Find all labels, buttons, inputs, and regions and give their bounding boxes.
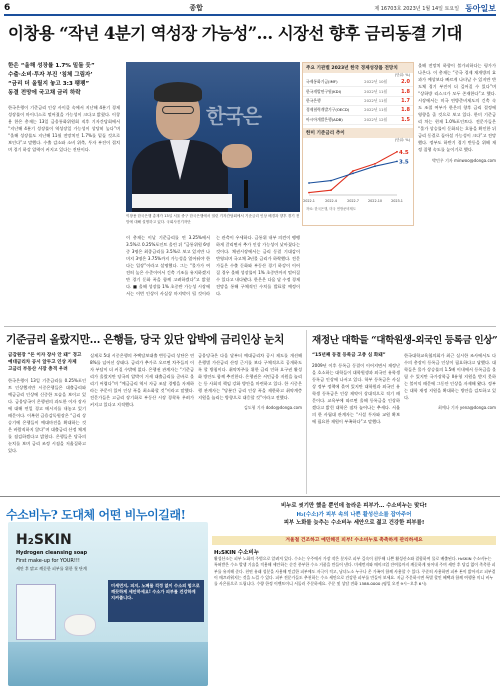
data-point: [330, 189, 332, 191]
series-line-1: [309, 161, 397, 183]
section-label: 종합: [189, 4, 203, 12]
chart-title: 한미 기준금리 추이: [303, 128, 413, 138]
ad-title-line-2: H₂(수소)가 피부 속의 나쁜 활성산소를 잡아주어: [296, 511, 412, 518]
data-point: [396, 151, 398, 153]
lead-subhead-1: 한은 “올해 성장률 1.7% 밑돌 듯”: [8, 63, 95, 69]
governor-photo: 한국은: [126, 62, 300, 212]
growth-value: 1.7: [395, 96, 413, 105]
sec2-lead: [8, 352, 86, 492]
data-point: [308, 182, 310, 184]
growth-value: 2.0: [395, 78, 413, 87]
growth-date: 2022년 12월: [361, 115, 395, 124]
growth-table-row: [303, 87, 413, 96]
x-tick-label: 2023.1: [391, 198, 403, 203]
chart-source: 자료: 한국은행, 미국 연방준비제도: [306, 206, 356, 211]
growth-org: 한국개발연구원(KDI): [303, 87, 361, 96]
ad-divider: [0, 496, 500, 497]
growth-table-title: 주요 기관별 2023년 한국 경제성장률 전망치: [303, 63, 413, 73]
growth-value: 1.5: [395, 115, 413, 124]
body-column-2: [126, 234, 300, 324]
lead-subhead-4: 동결 전망에 국고채 금리 하락: [8, 90, 81, 96]
ad-product-image: [8, 522, 208, 686]
growth-org: 한국은행: [303, 96, 361, 105]
sec3-byline: 최예나 기자 yena@donga.com: [437, 405, 496, 410]
x-tick-label: 2022.4: [325, 198, 337, 203]
data-point: [352, 172, 354, 174]
sec2-subhead-2: 예대금리차 공시 앞두고 인상 자제: [8, 360, 77, 365]
growth-value: 1.8: [395, 106, 413, 115]
growth-org: 경제협력개발기구(OECD): [303, 106, 361, 115]
x-tick-label: 2022.7: [347, 198, 359, 203]
body-column-2-text: 이 총재는 이날 기준금리를 연 3.25%에서 3.5%로 0.25%포인트 올린 뒤 “금통위원 6명 중 3명은 최종금리를 3.5%로 보고 있지만 나머지 3명은 3.75%까지 가능성을 열어둬야 한다는 입장”이라고 설명했다. 그는 “물가가 여전히 높은 수준이어서 긴축 기조를 유지하겠지만 경기 둔화 폭을 함께 고려하겠다”고 밝혔다. ■ 올해 성장률 1% 초중반 가능성 시장에서는 이번 인상이 사실상 마지막이 될 것이라는 관측이 우세하다. 금통위 내부 의견이 팽팽하게 갈리면서 추가 인상 가능성이 낮아졌다는 것이다. 채권시장에서는 금리 동결 기대감이 반영되며 국고채 3년물 금리가 하락했다. 전문가들은 수출 둔화와 부동산 경기 하강이 이어질 경우 올해 성장률이 1% 초중반까지 떨어질 수 있다고 내다봤다. 한은은 다음 달 수정 경제전망을 통해 구체적인 수치를 발표할 예정이다.: [126, 235, 300, 296]
ad-overlay-text: 미세먼지, 피지, 노폐물 걱정 없이 수소의 힘으로 깨끗하게 세안하세요! 수소가 피부를 건강하게 지켜줍니다.: [108, 580, 204, 622]
lead-subhead-2: 수출·소비·투자 부진 ‘침체 그림자’: [8, 72, 93, 78]
growth-date: 2022년 11월: [361, 106, 395, 115]
sec3-body-b: 한국대학교육협의회가 최근 실시한 조사에서도 다수의 총장이 등록금 인상이 필요하다고 답했다. 대학들은 물가 상승률의 1.5배 이내에서 등록금을 올릴 수 있지만 국가장학금 II유형 지원을 받지 못하는 불이익 때문에 그동안 인상을 자제해 왔다. 정부는 대학 재정 지원을 확대하는 방안을 검토하고 있다.: [404, 353, 496, 400]
data-point: [308, 192, 310, 194]
water-background: [8, 642, 208, 686]
x-tick-label: 2022.10: [367, 198, 383, 203]
ad-body-text: 활성산소는 피부 노화의 주범으로 알려져 있다. 수소는 우주에서 가장 작은 분자로 피부 깊숙이 침투해 나쁜 활성산소와 결합하여 물로 배출된다. H₂SKIN 수소비누는 특허받은 수소 발생 기술을 적용해 세안하는 순간 풍부한 수소 거품을 만들어 낸다. 미세먼지와 메이크업 잔여물까지 깨끗하게 씻어내 주며 세안 후 당김 없이 촉촉한 피부를 유지해 준다. 천연 유래 성분을 사용해 민감한 피부에도 자극이 적고, 남녀노소 누구나 온 가족이 함께 사용할 수 있다. 꾸준히 사용하면 피부 톤이 밝아지고 피부결이 매끄러워지는 것을 느낄 수 있다. 피부 전문가들도 추천하는 수소 세안으로 건강한 피부를 만들어 보세요. 지금 주문하시면 특별 할인 혜택과 함께 여행용 미니 비누를 사은품으로 드립니다. 수량 한정 이벤트이니 서둘러 주문하세요. 주문 및 상담 전화 1588-0000 (평일 오전 9시~오후 6시): [214, 556, 496, 587]
newspaper-brand: 동아일보: [465, 2, 496, 13]
growth-table: [303, 78, 413, 125]
growth-date: 2022년 11월: [361, 87, 395, 96]
lead-subhead-3: “금리 더 올릴지 놓고 3:3 팽팽”: [8, 81, 90, 87]
ad-logo-subtitle: Hydrogen cleansing soap: [16, 550, 88, 556]
x-tick-label: 2022.1: [303, 198, 315, 203]
sec2-byline: 김도형 기자 dodo@donga.com: [243, 405, 302, 410]
sec2-headline: 기준금리 올랐지만… 은행들, 당국 있단 압박에 금리인상 눈치: [6, 333, 284, 346]
sec2-body-b: 실제로 5대 시중은행의 주택담보대출 변동금리 상단은 연 8%를 넘어선 상태다. 금리가 추가로 오르면 차주들의 이자 부담이 더 커질 수밖에 없다. 은행권 관계자는 “기준금리가 올랐지만 당국의 압박이 거세 대출금리를 곧바로 올리기 어렵다”며 “예금금리 역시 자금 조달 경쟁을 자제하라는 주문이 있어 인상 폭을 최소화할 것”이라고 말했다. 전문가들은 고금리 장기화로 부동산 시장 경착륙 우려가 커지고 있다고 지적했다.: [90, 353, 194, 407]
sec3-headline: 재정난 대학들 “대학원생-외국인 등록금 인상”: [312, 335, 498, 346]
ad-title-line-1: 비누로 씻기만 했을 뿐인데 놀라운 피부가… 수소비누는 맞다!: [281, 503, 427, 509]
sec2-col-b: [90, 352, 194, 492]
soap-box: [16, 584, 56, 640]
right-byline: 박민우 기자 minwoo@donga.com: [432, 158, 496, 163]
growth-table-row: [303, 96, 413, 105]
end-value-label: 3.5: [399, 159, 409, 166]
data-point: [330, 180, 332, 182]
ad-logo-text: H₂SKIN: [16, 532, 72, 548]
masthead: [4, 2, 496, 16]
sec3-body-a: 2009년 이후 등록금 동결이 이어지면서 재정난을 호소하는 대학들이 대학원생과 외국인 유학생 등록금 인상에 나서고 있다. 학부 등록금은 사실상 정부 정책에 묶여 있지만 대학원과 외국인 유학생 등록금은 인상 제약이 상대적으로 적기 때문이다. 교육부에 따르면 올해 등록금을 인상하겠다고 밝힌 대학은 점차 늘어나는 추세다. 서울의 한 사립대 관계자는 “시설 투자와 교원 확보에 필요한 재원이 부족하다”고 말했다.: [312, 363, 400, 424]
ad-logo: [16, 532, 72, 548]
growth-org: 국제통화기금(IMF): [303, 78, 361, 87]
data-point: [352, 170, 354, 172]
growth-table-row: [303, 115, 413, 124]
data-point: [396, 160, 398, 162]
ad-title-line-3: 피부 노화를 늦추는 수소비누 세안으로 젊고 건강한 피부를!: [283, 520, 425, 526]
soap-bar: [64, 614, 96, 636]
sec2-subhead-3: 고금리 부동산 시장 충격 우려: [8, 367, 68, 372]
growth-org: 아시아개발은행(ADB): [303, 115, 361, 124]
growth-forecast-graphic: [302, 62, 414, 226]
page-number: 6: [4, 3, 11, 13]
main-headline: 이창용 “작년 4분기 역성장 가능성”… 시장선 향후 금리동결 기대: [8, 24, 462, 43]
lead-body: 한국은행이 기준금리 인상 사이클 속에서 지난해 4분기 경제성장률이 마이너스로 떨어졌을 가능성이 크다고 밝혔다. 이창용 한은 총재는 13일 금융통화위원회 직후 기자간담회에서 “지난해 4분기 성장률이 역성장일 가능성이 상당히 높다”며 “올해 성장률도 지난해 11월 전망치인 1.7%를 밑돌 것으로 보인다”고 말했다. 수출 감소와 소비 위축, 투자 부진이 겹치며 경기 하강 압력이 커지고 있다는 진단이다.: [8, 105, 120, 152]
chart-unit: (단위: %): [394, 137, 410, 142]
photo-caption: 이창용 한국은행 총재가 13일 서울 중구 한국은행에서 열린 기자간담회에서 기준금리 인상 배경과 향후 경기 전망에 대해 설명하고 있다. 국회사진기자단: [126, 214, 300, 224]
column-divider: [306, 330, 307, 494]
ad-tagline-2: 세안 후 맑고 깨끗한 피부를 위한 첫 단계: [16, 566, 87, 571]
growth-value: 1.8: [395, 87, 413, 96]
sec3-col-a: [312, 352, 400, 492]
growth-date: 2022년 10월: [361, 78, 395, 87]
soap-advertisement: [0, 498, 500, 691]
rate-line-chart: [303, 143, 413, 205]
data-point: [374, 163, 376, 165]
series-line-0: [309, 152, 397, 193]
lead-column: [8, 62, 120, 322]
ad-brand-line: H₂SKIN 수소비누: [214, 550, 260, 556]
sec3-col-b: [404, 352, 496, 492]
ad-right-title: [212, 502, 496, 528]
growth-table-row: [303, 78, 413, 87]
growth-table-row: [303, 106, 413, 115]
right-column: [418, 62, 496, 322]
right-column-text: 올해 전망치 하향이 불가피하다는 평가가 나온다. 이 총재는 “중국 경제 재개방의 효과가 예상보다 빠르게 나타날 수 있지만 반도체 경기 부진이 더 깊어질 수 있다”며 “상하방 리스크가 모두 존재한다”고 했다. 시장에서는 미국 연방준비제도의 긴축 속도 조절 여부가 한은의 향후 금리 결정에 영향을 줄 것으로 보고 있다. 한미 기준금리 차는 현재 1.0%포인트다. 전문가들은 “물가 상승률이 둔화되는 흐름을 확인한 뒤 금리 동결로 돌아설 가능성이 크다”고 전망했다. 정부도 하반기 경기 반등을 위해 재정 집행 속도를 높이기로 했다.: [418, 63, 496, 152]
sec3-subhead: “15년째 동결 등록금 고충 심 화돼”: [312, 353, 386, 358]
ad-banner-bar: 겨울철 건조하고 예민해진 피부! 수소비누로 촉촉하게 관리하세요: [212, 536, 496, 545]
end-value-label: 4.5: [399, 149, 409, 156]
sec2-body-c: 금융당국은 다음 달부터 예대금리차 공시 제도를 개선해 은행별 가산금리 산정 근거를 보다 구체적으로 공개하도록 할 방침이다. 취약차주를 위한 금리 인하 요구권 활성화 방안도 함께 추진한다. 은행권은 서민금융 지원을 늘리는 등 사회적 책임 강화 방안을 마련하고 있다. 한 시중은행 관계자는 “당분간 금리 인상 폭을 제한하고 취약계층 지원을 늘리는 방향으로 대응할 것”이라고 전했다.: [198, 353, 302, 400]
sec2-body-a: 한국은행이 13일 기준금리를 0.25%포인트 인상했지만 시중은행들은 대출금리와 예금금리 인상에 신중한 모습을 보이고 있다. 금융당국이 은행권의 과도한 이자 장사에 대해 연일 경고 메시지를 내놓고 있기 때문이다. 이복현 금융감독원장은 “금리 상승기에 은행들이 예대마진을 확대하는 것은 바람직하지 않다”며 대출금리 산정 체계를 점검하겠다고 밝혔다. 은행들은 당국의 눈치를 보며 금리 조정 시점을 저울질하고 있다.: [8, 378, 86, 453]
ad-headline: 수소비누? 도대체 어떤 비누이길래!: [6, 508, 186, 522]
section-divider: [4, 326, 496, 327]
sec2-col-c: [198, 352, 302, 492]
growth-date: 2022년 11월: [361, 96, 395, 105]
growth-table-unit: (단위: %): [394, 73, 410, 77]
sec2-subhead-1: 금감원장 “돈 이자 장사 안 돼” 경고: [8, 353, 82, 358]
ad-tagline: First make-up for YOUR!!!: [16, 558, 80, 564]
issue-info: 제 16703호 2023년 1월 14일 토요일: [374, 5, 460, 12]
data-point: [374, 165, 376, 167]
